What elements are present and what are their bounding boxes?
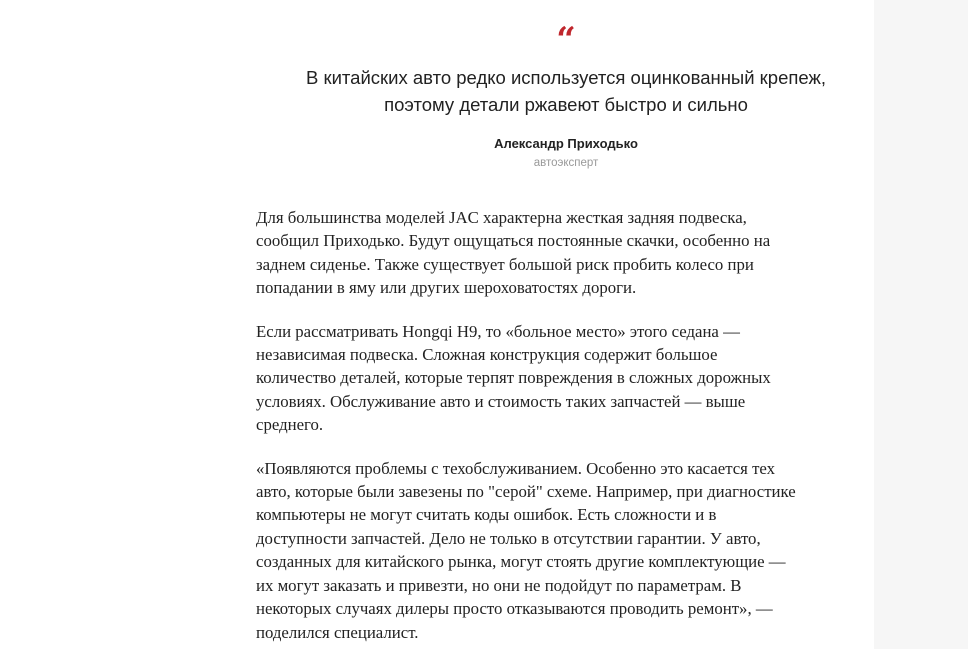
quote-mark-icon: “ bbox=[556, 20, 576, 60]
quote-author-name: Александр Приходько bbox=[494, 136, 638, 151]
text-line: среднего. bbox=[256, 415, 324, 435]
text-line: поделился специалист. bbox=[256, 622, 419, 642]
text-line: сообщил Приходько. Будут ощущаться постоянные скачки, особенно на bbox=[256, 231, 771, 251]
article-paragraph bbox=[256, 206, 876, 300]
article-body bbox=[256, 206, 876, 664]
text-line: условиях. Обслуживание авто и стоимость таких запчастей — выше bbox=[256, 391, 746, 411]
text-line: некоторых случаях дилеры просто отказываются проводить ремонт», — bbox=[256, 599, 773, 619]
text-line: их могут заказать и привезти, но они не подойдут по параметрам. В bbox=[256, 575, 742, 595]
quote-line: поэтому детали ржавеют быстро и сильно bbox=[384, 94, 748, 115]
text-line: заднем сиденье. Также существует большой риск пробить колесо при bbox=[256, 254, 754, 274]
text-line: компьютеры не могут считать коды ошибок. Есть сложности и в bbox=[256, 505, 717, 525]
text-line: Для большинства моделей JAC характерна жесткая задняя подвеска, bbox=[256, 208, 747, 227]
article-paragraph bbox=[256, 320, 876, 437]
text-line: попадании в яму или других шероховатостях дороги. bbox=[256, 278, 637, 298]
text-line: доступности запчастей. Дело не только в отсутствии гарантии. У авто, bbox=[256, 528, 761, 548]
article-paragraph bbox=[256, 457, 876, 644]
text-line: количество деталей, которые терпят повреждения в сложных дорожных bbox=[256, 368, 771, 388]
text-line: Если рассматривать Hongqi H9, то «больное место» этого седана — bbox=[256, 321, 740, 341]
quote-author-role: автоэксперт bbox=[533, 157, 599, 169]
quote-line: В китайских авто редко используется оцинкованный крепеж, bbox=[306, 67, 826, 88]
pull-quote bbox=[206, 20, 926, 170]
text-line: созданных для китайского рынка, могут стоять другие комплектующие — bbox=[256, 552, 786, 572]
text-line: «Появляются проблемы с техобслуживанием. Особенно это касается тех bbox=[256, 458, 776, 478]
quote-text bbox=[246, 64, 886, 118]
text-line: независимая подвеска. Сложная конструкция содержит большое bbox=[256, 345, 718, 365]
text-line: авто, которые были завезены по "серой" схеме. Например, при диагностике bbox=[256, 482, 796, 502]
